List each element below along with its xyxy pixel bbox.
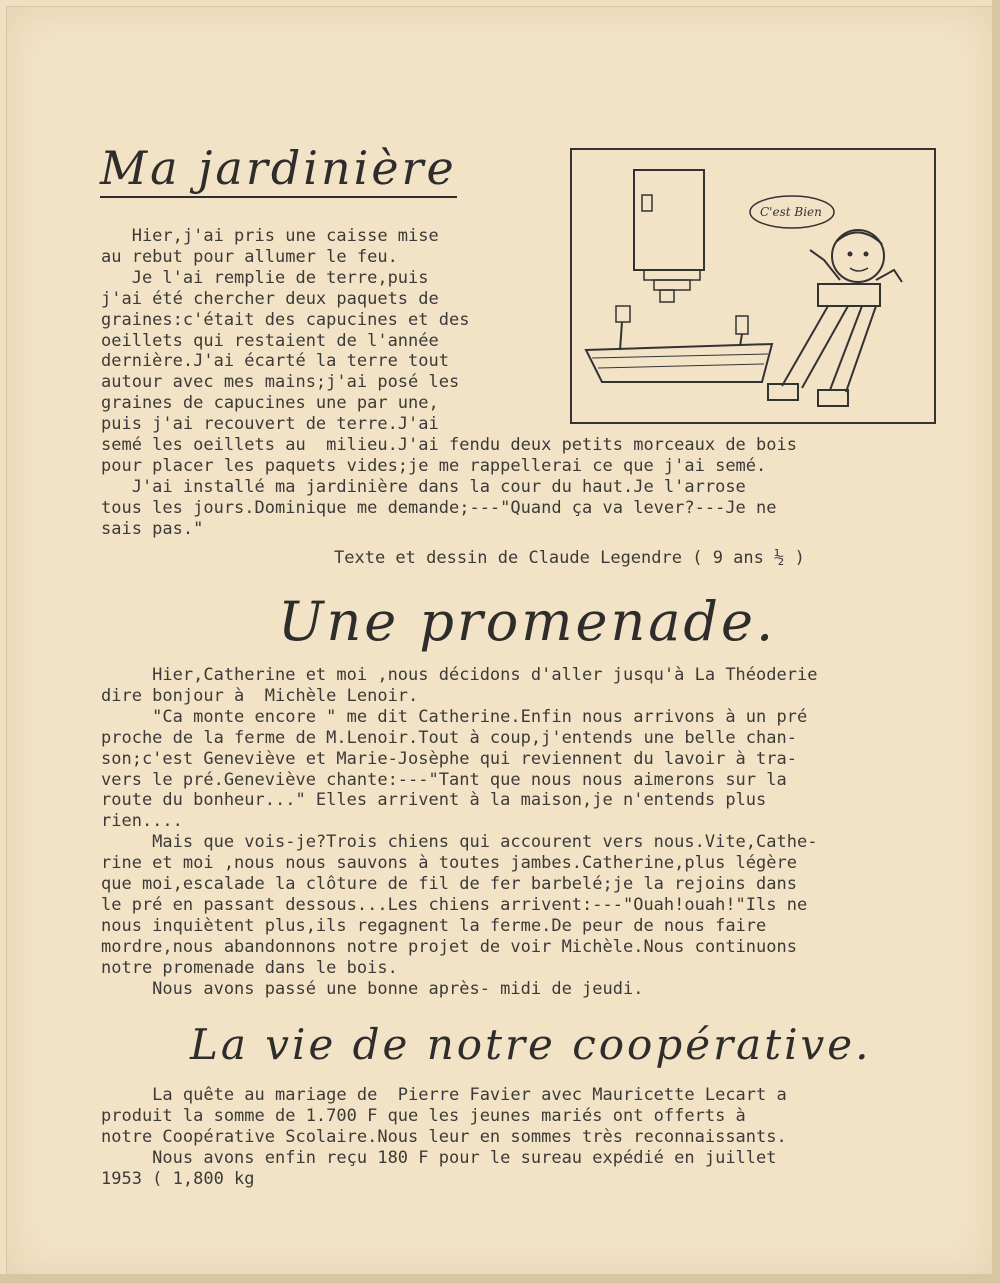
text-line: La quête au mariage de Pierre Favier avec Mauricette Lecart a (101, 1085, 787, 1105)
author-credit: Texte et dessin de Claude Legendre ( 9 ans ½ ) (334, 548, 805, 568)
text-line: autour avec mes mains;j'ai posé les (101, 372, 460, 393)
text-line: Nous avons enfin reçu 180 F pour le sureau expédié en juillet (101, 1147, 777, 1168)
text-line: Mais que vois-je?Trois chiens qui accourent vers nous.Vite,Cathe- (101, 832, 818, 853)
text-line: route du bonheur..." Elles arrivent à la maison,je n'entends plus (101, 790, 767, 811)
text-line: "Ca monte encore " me dit Catherine.Enfin nous arrivons à un pré (101, 706, 808, 727)
text-line: rien.... (101, 811, 183, 832)
cooperative-text (101, 1085, 787, 1190)
jardiniere-text-narrow (101, 226, 469, 435)
text-line: rine et moi ,nous nous sauvons à toutes jambes.Catherine,plus légère (101, 853, 797, 874)
text-line: 1953 ( 1,800 kg (101, 1168, 255, 1189)
jardiniere-text-full (101, 435, 797, 540)
text-line: puis j'ai recouvert de terre.J'ai (101, 414, 439, 435)
text-line: produit la somme de 1.700 F que les jeunes mariés ont offerts à (101, 1105, 746, 1126)
text-line: sais pas." (101, 518, 204, 539)
text-line: tous les jours.Dominique me demande;---"Quand ça va lever?---Je ne (101, 497, 777, 518)
text-line: J'ai installé ma jardinière dans la cour du haut.Je l'arrose (101, 476, 746, 497)
title-une-promenade: Une promenade. (278, 590, 777, 653)
text-line: vers le pré.Geneviève chante:---"Tant que nous nous aimerons sur la (101, 769, 787, 790)
text-line: dire bonjour à Michèle Lenoir. (101, 685, 419, 706)
text-line: Hier,Catherine et moi ,nous décidons d'aller jusqu'à La Théoderie (101, 665, 818, 685)
gardener-illustration (572, 150, 934, 422)
child-drawing (570, 148, 936, 424)
text-line: graines de capucines une par une, (101, 393, 439, 414)
text-line: Hier,j'ai pris une caisse mise (101, 226, 439, 246)
text-line: oeillets qui restaient de l'année (101, 330, 439, 351)
text-line: notre Coopérative Scolaire.Nous leur en sommes très reconnaissants. (101, 1126, 787, 1147)
text-line: son;c'est Geneviève et Marie-Josèphe qui reviennent du lavoir à tra- (101, 748, 797, 769)
text-line: que moi,escalade la clôture de fil de fer barbelé;je la rejoins dans (101, 874, 797, 895)
text-line: Je l'ai remplie de terre,puis (101, 267, 429, 288)
speech-bubble-text: C'est Bien (760, 205, 822, 219)
text-line: nous inquiètent plus,ils regagnent la ferme.De peur de nous faire (101, 915, 767, 936)
text-line: notre promenade dans le bois. (101, 957, 398, 978)
page-edge-bottom (0, 1274, 1000, 1283)
text-line: Nous avons passé une bonne après- midi de jeudi. (101, 978, 644, 999)
text-line: mordre,nous abandonnons notre projet de voir Michèle.Nous continuons (101, 936, 797, 957)
promenade-text (101, 665, 817, 1000)
text-line: j'ai été chercher deux paquets de (101, 288, 439, 309)
text-line: semé les oeillets au milieu.J'ai fendu deux petits morceaux de bois (101, 435, 797, 455)
title-ma-jardiniere: Ma jardinière (100, 142, 457, 198)
page-edge-right (992, 0, 1000, 1283)
text-line: proche de la ferme de M.Lenoir.Tout à coup,j'entends une belle chan- (101, 727, 797, 748)
text-line: dernière.J'ai écarté la terre tout (101, 351, 449, 372)
text-line: le pré en passant dessous...Les chiens arrivent:---"Ouah!ouah!"Ils ne (101, 894, 808, 915)
title-cooperative: La vie de notre coopérative. (190, 1020, 872, 1069)
text-line: graines:c'était des capucines et des (101, 309, 470, 330)
text-line: pour placer les paquets vides;je me rappellerai ce que j'ai semé. (101, 455, 767, 476)
text-line: au rebut pour allumer le feu. (101, 246, 398, 267)
